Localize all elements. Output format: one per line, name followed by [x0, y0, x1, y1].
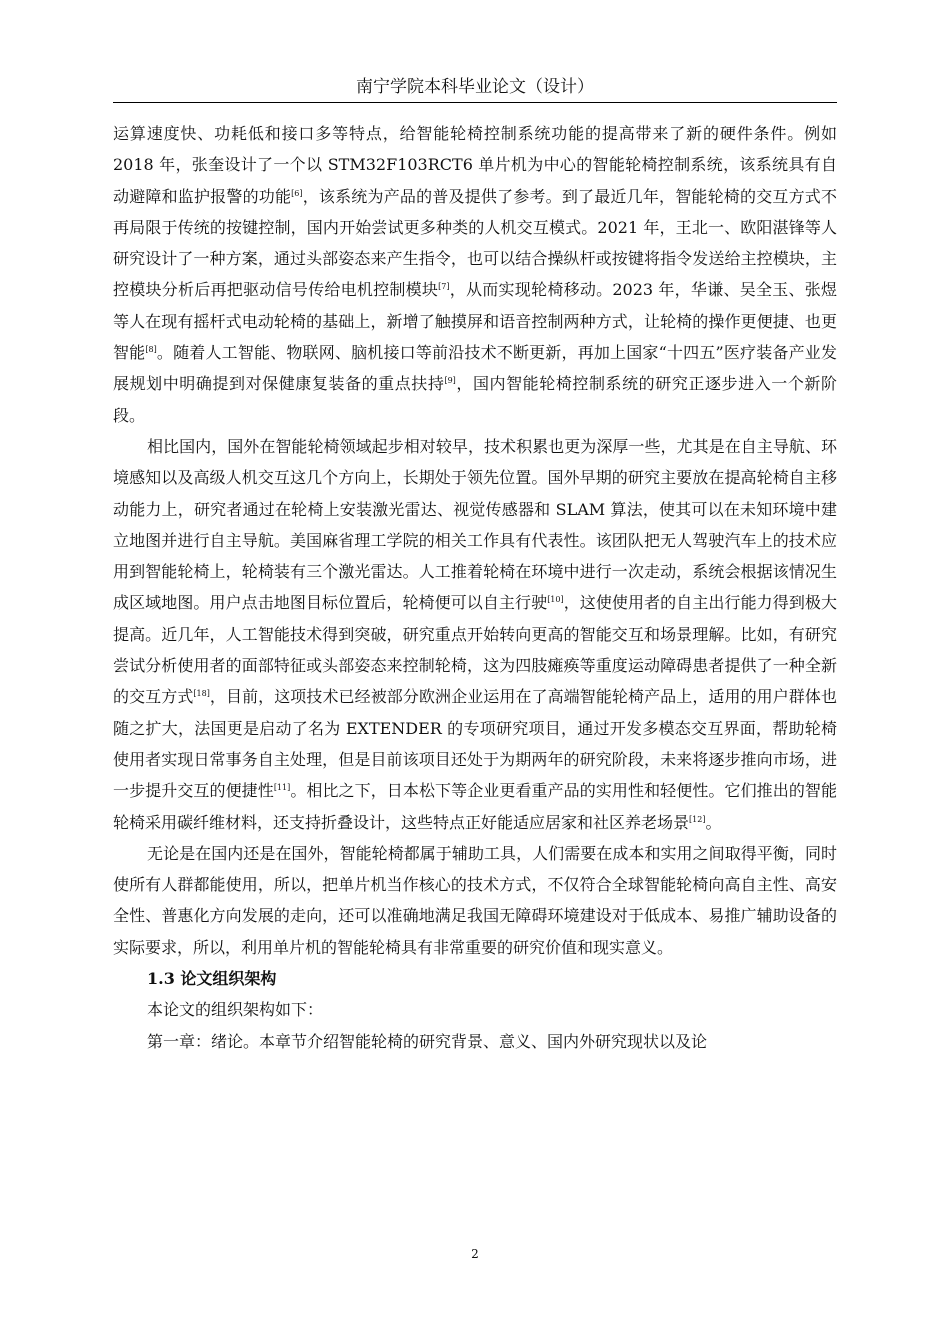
paragraph-chapter-one: 第一章：绪论。本章节介绍智能轮椅的研究背景、意义、国内外研究现状以及论 — [147, 1031, 708, 1051]
paragraph-foreign-research — [113, 431, 837, 838]
section-heading: 1.3 论文组织架构 — [147, 969, 277, 989]
citation: [12] — [689, 814, 706, 824]
document-body — [113, 118, 837, 1057]
paragraph-text: ，从而实现轮椅移动。2023 年，华谦、吴全玉、张煜等人在现有摇杆式电动轮椅的基础上，新增了触摸屏和语音控制两种方式，让轮椅的操作更便捷、也更智能 — [113, 280, 837, 363]
paragraph-summary — [113, 838, 837, 963]
page-number: 2 — [471, 1247, 479, 1261]
paragraph-domestic-research — [113, 118, 837, 431]
paragraph-intro: 本论文的组织架构如下： — [147, 1000, 324, 1020]
citation: [8] — [145, 345, 157, 355]
page-header-title: 南宁学院本科毕业论文（设计） — [356, 77, 594, 97]
citation: [6] — [291, 188, 303, 198]
paragraph-text: ，目前，这项技术已经被部分欧洲企业运用在了高端智能轮椅产品上，适用的用户群体也随之扩大，法国更是启动了名为 EXTENDER 的专项研究项目，通过开发多模态交互界面，帮助轮椅使用者实现日常事务自主处理，但是目前该项目还处于为期两年的研究阶段，未来将逐步推向市场，进一步提升交互的便捷性 — [113, 687, 837, 801]
citation: [9] — [444, 376, 456, 386]
paragraph-text: 。随着人工智能、物联网、脑机接口等前沿技术不断更新，再加上国家“十四五”医疗装备产业发展规划中明确提到对保健康复装备的重点扶持 — [113, 343, 837, 394]
paragraph-text: 无论是在国内还是在国外，智能轮椅都属于辅助工具，人们需要在成本和实用之间取得平衡，同时使所有人群都能使用，所以，把单片机当作核心的技术方式，不仅符合全球智能轮椅向高自主性、高安全性、普惠化方向发展的走向，还可以准确地满足我国无障碍环境建设对于低成本、易推广辅助设备的实际要求，所以，利用单片机的智能轮椅具有非常重要的研究价值和现实意义。 — [113, 843, 837, 957]
citation: [10] — [547, 595, 564, 605]
citation: [11] — [273, 783, 291, 793]
citation: [7] — [438, 282, 450, 292]
citation: [18] — [193, 689, 210, 699]
paragraph-text: ，该系统为产品的普及提供了参考。到了最近几年，智能轮椅的交互方式不再局限于传统的按键控制，国内开始尝试更多种类的人机交互模式。2021 年，王北一、欧阳湛锋等人研究设计了一种方案，通过头部姿态来产生指令，也可以结合操纵杆或按键将指令发送给主控模块，主控模块分析后再把驱动信号传给电机控制模块 — [113, 186, 837, 300]
paragraph-text: 运算速度快、功耗低和接口多等特点，给智能轮椅控制系统功能的提高带来了新的硬件条件。例如 2018 年，张奎设计了一个以 STM32F103RCT6 单片机为中心的智能轮椅控制系统，该系统具有自动避障和监护报警的功能 — [113, 124, 837, 206]
paragraph-text: 相比国内，国外在智能轮椅领域起步相对较早，技术积累也更为深厚一些，尤其是在自主导航、环境感知以及高级人机交互这几个方向上，长期处于领先位置。国外早期的研究主要放在提高轮椅自主移动能力上，研究者通过在轮椅上安装激光雷达、视觉传感器和 SLAM 算法，使其可以在未知环境中建立地图并进行自主导航。美国麻省理工学院的相关工作具有代表性。该团队把无人驾驶汽车上的技术应用到智能轮椅上，轮椅装有三个激光雷达。人工推着轮椅在环境中进行一次走动，系统会根据该情况生成区域地图。用户点击地图目标位置后，轮椅便可以自主行驶 — [113, 436, 837, 613]
paragraph-text: ，这使使用者的自主出行能力得到极大提高。近几年，人工智能技术得到突破，研究重点开始转向更高的智能交互和场景理解。比如，有研究尝试分析使用者的面部特征或头部姿态来控制轮椅，这为四肢瘫痪等重度运动障碍患者提供了一种全新的交互方式 — [113, 593, 837, 707]
header-rule — [113, 102, 837, 103]
paragraph-text: ，国内智能轮椅控制系统的研究正逐步进入一个新阶段。 — [113, 374, 837, 425]
paragraph-text: 。 — [705, 812, 722, 832]
paragraph-text: 。相比之下，日本松下等企业更看重产品的实用性和轻便性。它们推出的智能轮椅采用碳纤维材料，还支持折叠设计，这些特点正好能适应居家和社区养老场景 — [113, 781, 837, 832]
